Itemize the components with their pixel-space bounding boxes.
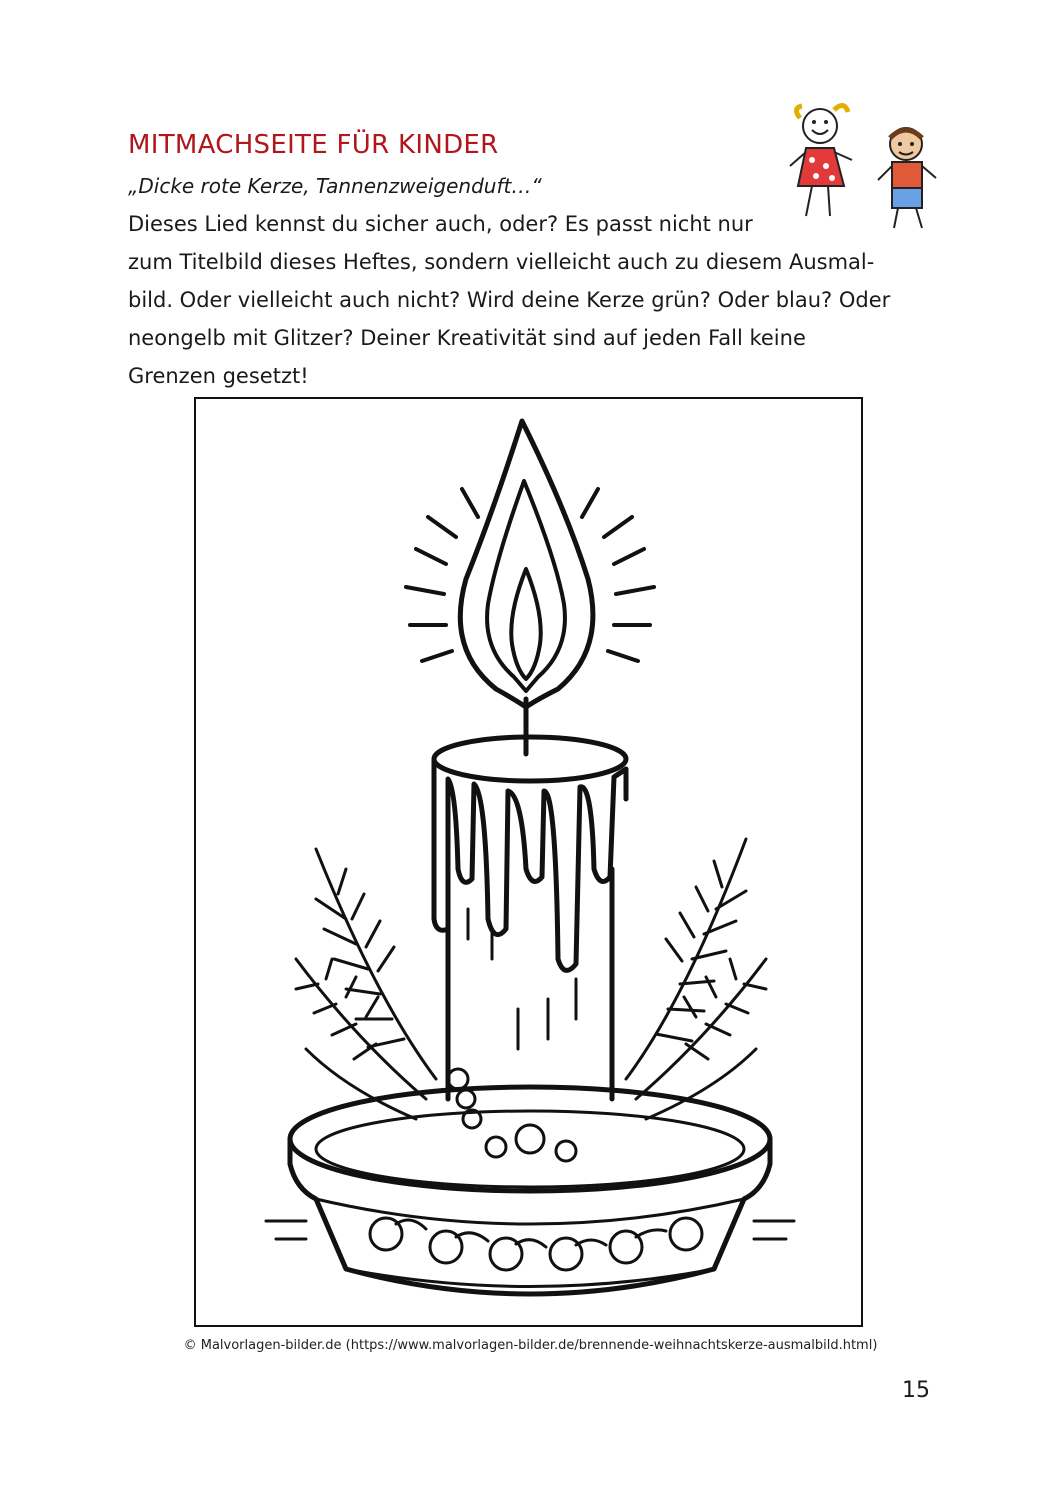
page-heading: MITMACHSEITE FÜR KINDER — [128, 130, 499, 160]
body-line-1: Dieses Lied kennst du sicher auch, oder? Es passt nicht nur — [128, 212, 753, 236]
image-credit: © Malvorlagen-bilder.de (https://www.malvorlagen-bilder.de/brennende-weihnachtskerze-ausmalbild.html) — [183, 1338, 878, 1353]
body-line-4: neongelb mit Glitzer? Deiner Kreativität sind auf jeden Fall keine — [128, 326, 806, 350]
song-quote: „Dicke rote Kerze, Tannenzweigenduft…“ — [128, 174, 542, 198]
page-number: 15 — [902, 1378, 930, 1403]
body-line-3: bild. Oder vielleicht auch nicht? Wird deine Kerze grün? Oder blau? Oder — [128, 288, 891, 312]
candle-coloring-illustration — [196, 399, 861, 1325]
coloring-frame — [194, 397, 863, 1327]
children-doodle-icon — [782, 100, 942, 235]
body-line-2: zum Titelbild dieses Heftes, sondern vielleicht auch zu diesem Ausmal- — [128, 250, 875, 274]
body-line-5: Grenzen gesetzt! — [128, 364, 309, 388]
